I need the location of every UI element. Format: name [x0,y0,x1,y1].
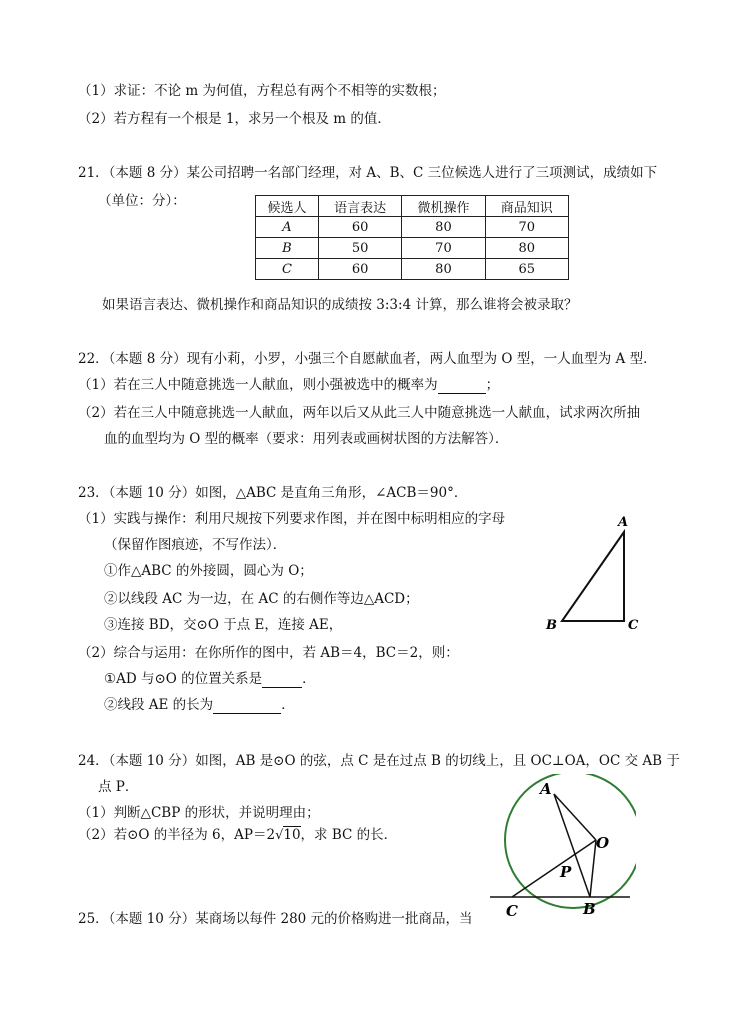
table-cell: 60 [318,259,401,280]
sqrt-radicand: 10 [283,827,301,843]
q22-line1: 22．（本题 8 分）现有小莉，小罗，小强三个自愿献血者，两人血型为 O 型，一人血型为 A 型． [78,351,657,367]
table-cell: 65 [485,259,568,280]
triangle-figure [540,512,650,632]
q23-line1: 23．（本题 10 分）如图，△ABC 是直角三角形，∠ACB＝90°． [78,485,468,501]
q21-line1: 21．（本题 8 分）某公司招聘一名部门经理，对 A、B、C 三位候选人进行了三项测试，成绩如下 [78,165,658,181]
table-row [256,238,569,259]
q23-task1-end: ． [302,671,316,687]
q22-part2a: （2）若在三人中随意挑选一人献血，两年以后又从此三人中随意挑选一人献血，试求两次所抽 [78,405,641,421]
table-cell: 70 [402,238,485,259]
q22-part1 [78,376,499,394]
answer-blank[interactable] [213,699,281,714]
table-header: 微机操作 [402,196,485,217]
q24-line2: 点 P． [98,779,139,795]
q23-task1 [104,670,316,688]
q22-part1-text: （1）若在三人中随意挑选一人献血，则小强被选中的概率为 [78,377,438,393]
q23-task2-end: ． [281,697,295,713]
table-cell: B [256,238,319,259]
table-row [256,217,569,238]
table-header: 语言表达 [318,196,401,217]
triangle-abc [562,532,624,621]
label-c: C [628,618,639,632]
answer-blank[interactable] [262,673,302,688]
table-header-row [256,196,569,217]
table-cell: A [256,217,319,238]
table-cell: 60 [318,217,401,238]
q20-part1: （1）求证：不论 m 为何值，方程总有两个不相等的实数根； [78,83,446,99]
table-cell: 80 [402,217,485,238]
q23-task1-text: ①AD 与⊙O 的位置关系是 [104,671,263,687]
q24-part2-end: ，求 BC 的长． [300,827,398,843]
q23-part1b: （保留作图痕迹，不写作法）． [104,537,287,553]
table-cell: C [256,259,319,280]
q20-part2: （2）若方程有一个根是 1，求另一个根及 m 的值． [78,111,391,127]
label-b: B [583,900,596,918]
q24-part2 [78,826,397,845]
q23-task2-text: ②线段 AE 的长为 [104,697,214,713]
q24-part2-text: （2）若⊙O 的半径为 6，AP＝2 [78,827,276,843]
label-c: C [506,902,518,920]
label-a: A [540,780,552,798]
segment-ab [554,794,590,897]
q23-step1: ①作△ABC 的外接圆，圆心为 O； [104,563,313,579]
q22-part2b: 血的血型均为 O 型的概率（要求：用列表或画树状图的方法解答）． [104,431,509,447]
label-a: A [618,515,629,530]
table-cell: 50 [318,238,401,259]
table-cell: 70 [485,217,568,238]
table-cell: 80 [402,259,485,280]
q22-part1-end: ； [485,377,500,393]
q23-step3: ③连接 BD，交⊙O 于点 E，连接 AE， [104,617,343,633]
q23-task2 [104,696,295,714]
circle-figure [486,774,636,924]
table-cell: 80 [485,238,568,259]
label-o: O [596,834,610,852]
sqrt-icon: √ [275,828,284,843]
label-p: P [560,863,572,881]
q24-line1: 24．（本题 10 分）如图，AB 是⊙O 的弦，点 C 是在过点 B 的切线上，且 OC⊥OA，OC 交 AB 于 [78,753,680,769]
q21-question: 如果语言表达、微机操作和商品知识的成绩按 3:3:4 计算，那么谁将会被录取？ [102,297,578,313]
q24-part1: （1）判断△CBP 的形状，并说明理由； [78,805,320,821]
answer-blank[interactable] [438,379,486,394]
q23-part2: （2）综合与运用：在你所作的图中，若 AB＝4，BC＝2，则： [78,645,459,661]
segment-oc [512,840,596,897]
q21-line2: （单位：分）： [98,193,186,209]
segment-oa [554,794,596,840]
table-header: 商品知识 [485,196,568,217]
q25-line1: 25．（本题 10 分）某商场以每件 280 元的价格购进一批商品，当 [78,911,473,927]
label-b: B [546,618,557,632]
table-header: 候选人 [256,196,319,217]
table-row [256,259,569,280]
q23-part1: （1）实践与操作：利用尺规按下列要求作图，并在图中标明相应的字母 [78,511,506,527]
q23-step2: ②以线段 AC 为一边，在 AC 的右侧作等边△ACD； [104,591,419,607]
score-table [255,195,569,280]
